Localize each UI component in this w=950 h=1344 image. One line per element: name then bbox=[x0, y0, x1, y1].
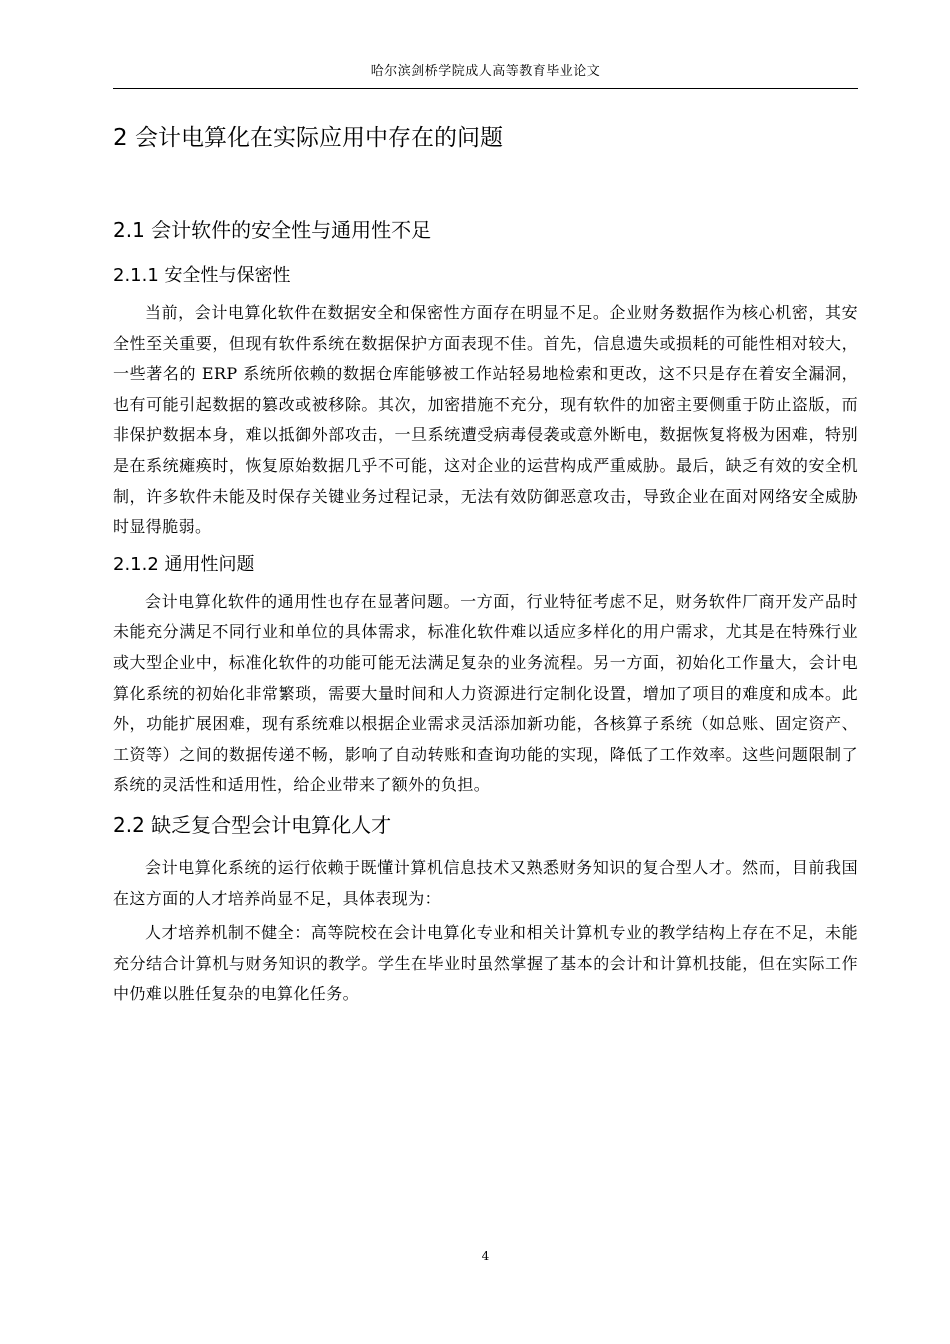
section-2-1-1-heading: 2.1.1 安全性与保密性 bbox=[113, 265, 291, 286]
section-2-1-heading: 2.1 会计软件的安全性与通用性不足 bbox=[113, 218, 432, 242]
section-2-1-2-heading: 2.1.2 通用性问题 bbox=[113, 553, 255, 575]
header-divider bbox=[113, 88, 858, 89]
section-2-1-1-paragraph: 当前，会计电算化软件在数据安全和保密性方面存在明显不足。企业财务数据作为核心机密，其安全性至关重要，但现有软件系统在数据保护方面表现不佳。首先，信息遗失或损耗的可能性相对较大，一些著名的 ERP 系统所依赖的数据仓库能够被工作站轻易地检索和更改，这不只是存在着安全漏洞，也有可能引起数据的篡改或被移除。其次，加密措施不充分，现有软件的加密主要侧重于防止盗版，而非保护数据本身，难以抵御外部攻击，一旦系统遭受病毒侵袭或意外断电，数据恢复将极为困难，特别是在系统瘫痪时，恢复原始数据几乎不可能，这对企业的运营构成严重威胁。最后，缺乏有效的安全机制，许多软件未能及时保存关键业务过程记录，无法有效防御恶意攻击，导致企业在面对网络安全威胁时显得脆弱。 bbox=[113, 303, 858, 537]
section-2-2-heading: 2.2 缺乏复合型会计电算化人才 bbox=[113, 812, 392, 837]
section-2-1-2-paragraph: 会计电算化软件的通用性也存在显著问题。一方面，行业特征考虑不足，财务软件厂商开发产品时未能充分满足不同行业和单位的具体需求，标准化软件难以适应多样化的用户需求，尤其是在特殊行业或大型企业中，标准化软件的功能可能无法满足复杂的业务流程。另一方面，初始化工作量大，会计电算化系统的初始化非常繁琐，需要大量时间和人力资源进行定制化设置，增加了项目的难度和成本。此外，功能扩展困难，现有系统难以根据企业需求灵活添加新功能，各核算子系统（如总账、固定资产、工资等）之间的数据传递不畅，影响了自动转账和查询功能的实现，降低了工作效率。这些问题限制了系统的灵活性和适用性，给企业带来了额外的负担。 bbox=[113, 591, 858, 795]
chapter-title: 2 会计电算化在实际应用中存在的问题 bbox=[113, 125, 503, 151]
section-2-2-paragraph-2: 人才培养机制不健全：高等院校在会计电算化专业和相关计算机专业的教学结构上存在不足，未能充分结合计算机与财务知识的教学。学生在毕业时虽然掌握了基本的会计和计算机技能，但在实际工作中仍难以胜任复杂的电算化任务。 bbox=[113, 923, 858, 1004]
section-2-2-paragraph-1: 会计电算化系统的运行依赖于既懂计算机信息技术又熟悉财务知识的复合型人才。然而，目前我国在这方面的人才培养尚显不足，具体表现为： bbox=[113, 857, 858, 908]
page-number: 4 bbox=[481, 1249, 490, 1263]
running-header: 哈尔滨剑桥学院成人高等教育毕业论文 bbox=[370, 64, 601, 79]
page-body bbox=[113, 118, 858, 1014]
